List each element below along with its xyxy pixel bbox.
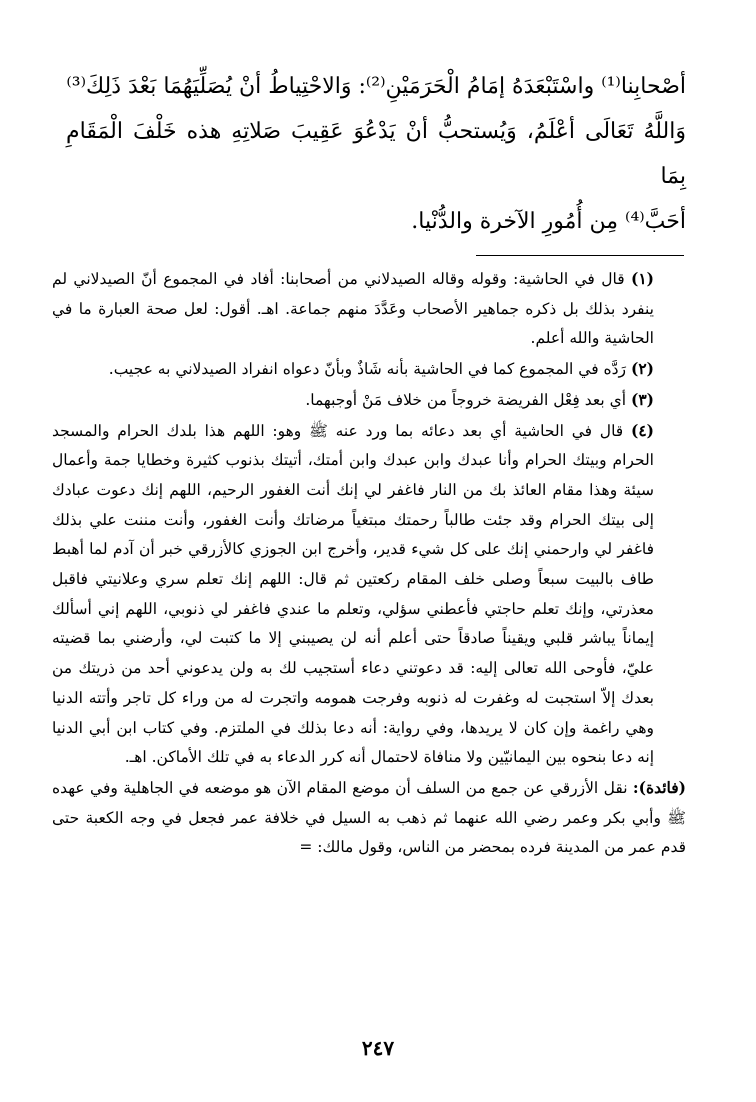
footnote	[52, 264, 686, 354]
footnote	[52, 354, 686, 385]
footnote-number: (٣)	[630, 389, 654, 409]
footnote-number: (٤)	[630, 420, 654, 440]
footnote-number: (٢)	[630, 359, 654, 379]
main-text-line: أصْحابِنا⁽¹⁾ واسْتَبْعَدَهُ إمَامُ الْحَرَمَيْنِ⁽²⁾: وَالاحْتِياطُ أنْ يُصَلِّيَهُمَا بَعْدَ ذَلِكَ⁽³⁾	[66, 74, 686, 99]
main-text-line: أحَبَّ⁽⁴⁾ مِن أُمُورِ الآخرة والدُّنْيا.	[411, 209, 686, 234]
footnote	[52, 385, 686, 416]
main-text	[66, 64, 686, 244]
benefit-note	[52, 773, 686, 863]
main-text-line: وَاللَّهُ تَعَالَى أعْلَمُ، وَيُستحبُّ أنْ يَدْعُوَ عَقِيبَ صَلاتِهِ هذه خَلْفَ الْمَقَامِ بِمَا	[66, 119, 686, 189]
page-number: ٢٤٧	[361, 1036, 395, 1060]
footnote-text: رَدَّه في المجموع كما في الحاشية بأنه شَاذٌ وبأنّ دعواه انفراد الصيدلاني به عجيب.	[108, 360, 627, 379]
benefit-text: نقل الأزرقي عن جمع من السلف أن موضع المقام الآن هو موضعه في الجاهلية وفي عهده ﷺ وأبي بكر وعمر رضي الله عنهما ثم ذهب به السيل في خلافة عمر فجعل في وجه الكعبة حتى قدم عمر من المدينة فرده بمحضر من الناس، وقول مالك: =	[52, 778, 686, 857]
benefit-label: (فائدة):	[632, 777, 686, 797]
footnote-text: أي بعد فِعْل الفريضة خروجاً من خلاف مَنْ أوجبهما.	[305, 390, 627, 409]
footnote-text: قال في الحاشية: وقوله وقاله الصيدلاني من أصحابنا: أفاد في المجموع أنّ الصيدلاني لم ينفرد بذلك بل ذكره جماهير الأصحاب وعَدَّدَ منهم جماعة. اهـ. أقول: لعل صحة العبارة ما في الحاشية والله أعلم.	[52, 270, 654, 348]
footnote	[52, 416, 686, 773]
footnote-number: (١)	[630, 269, 654, 288]
footnotes	[52, 264, 686, 863]
footnote-text: قال في الحاشية أي بعد دعائه بما ورد عنه ﷺ وهو: اللهم هذا بلدك الحرام والمسجد الحرام وبيتك الحرام وأنا عبدك وابن عبدك وابن أمتك، أتيتك بذنوب كثيرة وخطايا جمة وأعمال سيئة وهذا مقام العائذ بك من النار فاغفر لي إنك أنت الغفور الرحيم، اللهم إنك دعوت عبادك إلى بيتك الحرام وقد جئت طالباً رحمتك مبتغياً مرضاتك وأنت الغفور، وأنت مننت علي بذلك فاغفر لي وارحمني إنك على كل شيء قدير، وأخرج ابن الجوزي كالأزرقي خبر أن آدم لما أهبط طاف بالبيت سبعاً وصلى خلف المقام ركعتين ثم قال: اللهم إنك تعلم سري وعلانيتي فاقبل معذرتي، وإنك تعلم حاجتي فأعطني سؤلي، وتعلم ما عندي فاغفر لي ذنوبي، اللهم إني أسألك إيماناً يباشر قلبي ويقيناً صادقاً حتى أعلم أنه لن يصيبني إلا ما كتبت لي، وأرضني بما قضيته عليّ، فأوحى الله تعالى إليه: قد دعوتني دعاء أستجيب لك به ولن يدعوني أحد من ذريتك من بعدك إلاّ استجبت له وغفرت له ذنوبه وفرجت همومه واتجرت له من وراء كل تاجر وأتته الدنيا وهي راغمة وإن كان لا يريدها، وفي رواية: أنه دعا بذلك في الملتزم. وفي كتاب ابن أبي الدنيا إنه دعا بنحوه بين اليمانيّين ولا منافاة لاحتمال أنه كرر الدعاء به في تلك الأماكن. اهـ.	[52, 421, 654, 767]
footnote-separator	[476, 255, 684, 256]
